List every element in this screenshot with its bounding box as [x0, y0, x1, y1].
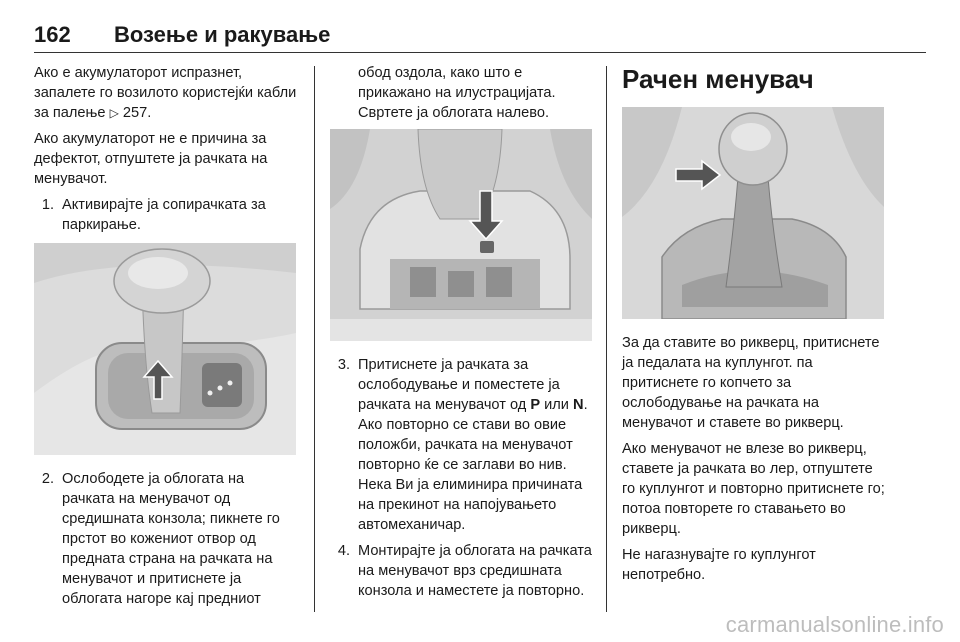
paragraph: За да ставите во рикверц, притиснете ја педалата на куплунгот. па притиснете го копчето за ослободување на рачката на менувачот и ставете во рикверц. — [622, 335, 880, 431]
step-number: 3. — [337, 357, 350, 373]
chapter-title: Возење и ракување — [114, 22, 331, 47]
step-text: Притиснете ја рачката за ослободување и поместете ја рачката на менувачот од P или N. Ако повторно се стави во овие положби, рачката на менувачот повторно ќе се заглави во нив. Нека Ви ја елиминира причината на прекинот на напојувањето автомеханичар. — [358, 357, 588, 533]
step-number: 1. — [41, 197, 54, 213]
column-3 — [622, 63, 886, 591]
page-number: 162 — [34, 22, 71, 47]
section-title: Рачен менувач — [622, 64, 814, 94]
header-rule — [34, 52, 926, 53]
column-1 — [34, 63, 300, 615]
column-divider-1 — [314, 66, 315, 612]
step-4 — [330, 541, 592, 601]
automatic-selector-lever-figure — [34, 243, 296, 455]
column-2 — [330, 63, 592, 607]
watermark: carmanualsonline.info — [725, 612, 944, 637]
step-3 — [330, 355, 592, 535]
step-2 — [34, 469, 300, 609]
page-header — [34, 18, 926, 56]
step-text: Активирајте ја сопирачката за паркирање. — [62, 197, 266, 233]
paragraph: Не нагазнувајте го куплунгот непотребно. — [622, 547, 816, 583]
page-reference-arrow-icon: ▷ — [109, 106, 119, 120]
step-number: 4. — [337, 543, 350, 559]
continued-step-text: обод оздола, како што е прикажано на илустрацијата. Свртете ја облогата налево. — [358, 65, 556, 121]
column-divider-2 — [606, 66, 607, 612]
gear-position-n: N — [573, 397, 584, 413]
paragraph: Ако менувачот не влезе во рикверц, ставете ја рачката во лер, отпуштете го куплунгот и повторно притиснете го; потоа повторете го ставањето во рикверц. — [622, 441, 885, 537]
gear-position-p: P — [530, 397, 541, 413]
manual-gear-lever-figure — [622, 107, 884, 319]
step-1 — [34, 195, 300, 235]
paragraph: Ако акумулаторот не е причина за дефектот, отпуштете ја рачката на менувачот. — [34, 131, 268, 187]
intro-paragraph: Ако е акумулаторот испразнет, запалете го возилото користејќи кабли за палење ▷ 257. — [34, 65, 297, 121]
step-text: Монтирајте ја облогата на рачката на менувачот врз средишната конзола и наместете ја повторно. — [358, 543, 592, 599]
page-reference[interactable]: 257. — [122, 105, 152, 121]
step-number: 2. — [41, 471, 54, 487]
selector-lever-release-figure — [330, 129, 592, 341]
step-text: Ослободете ја облогата на рачката на менувачот од средишната конзола; пикнете го прстот во кожениот отвор од предната страна на рачката на менувачот и притиснете ја облогата нагоре кај предниот — [62, 471, 280, 607]
